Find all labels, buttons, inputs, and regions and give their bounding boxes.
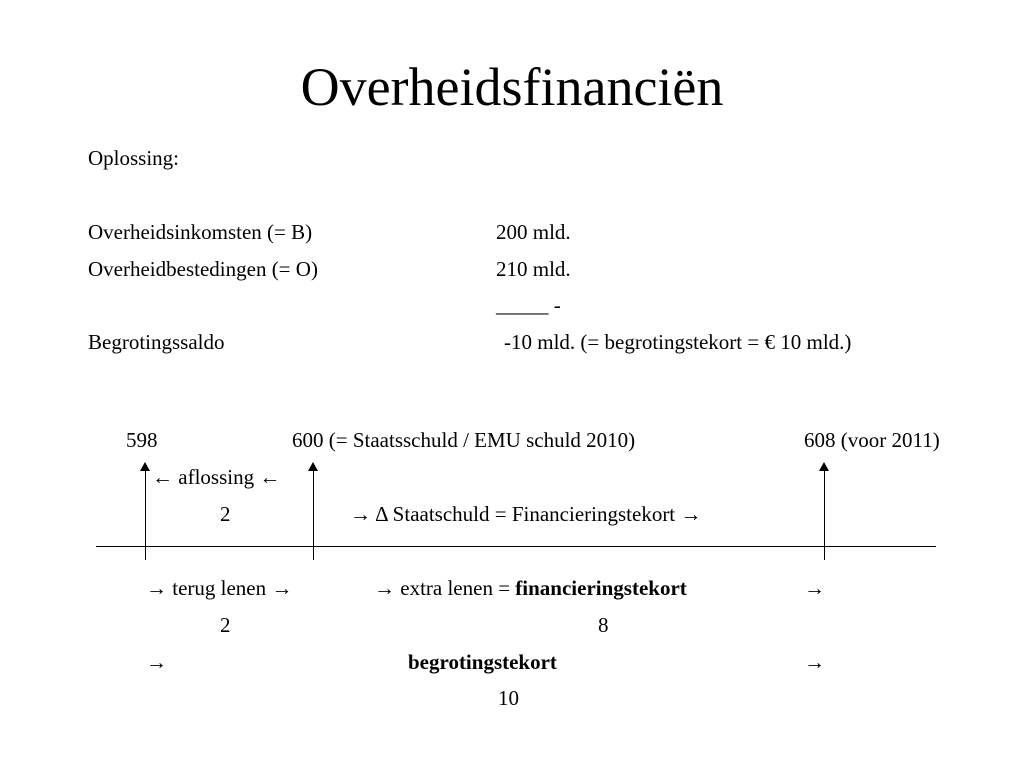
budget-deficit-label: begrotingstekort — [408, 650, 557, 674]
borrow-back-label: → terug lenen → — [146, 576, 293, 600]
solution-heading: Oplossing: — [88, 146, 180, 170]
spending-label: Overheidbestedingen (= O) — [88, 257, 318, 281]
income-value: 200 mld. — [496, 220, 571, 244]
extra-borrowing-prefix: → extra lenen = — [374, 576, 516, 600]
borrow-back-value: 2 — [220, 613, 231, 637]
extra-borrowing-arrow-icon: → — [804, 576, 825, 600]
arrow-598-head-icon — [140, 462, 150, 471]
arrow-600-head-icon — [308, 462, 318, 471]
budget-deficit-value: 10 — [498, 686, 519, 710]
subtraction-mark: _____ - — [496, 293, 561, 317]
deficit-arrow-left-icon: → — [146, 650, 167, 674]
debt-change-label: → Δ Staatschuld = Financieringstekort → — [350, 502, 702, 526]
arrow-608-head-icon — [819, 462, 829, 471]
extra-borrowing-value: 8 — [598, 613, 609, 637]
debt-608: 608 (voor 2011) — [804, 428, 940, 452]
spending-value: 210 mld. — [496, 257, 571, 281]
budget-balance-label: Begrotingssaldo — [88, 330, 225, 354]
extra-borrowing-label — [374, 578, 687, 599]
income-label: Overheidsinkomsten (= B) — [88, 220, 313, 244]
deficit-arrow-right-icon: → — [804, 650, 825, 674]
timeline-divider — [96, 546, 936, 547]
slide-title: Overheidsfinanciën — [300, 57, 724, 117]
repayment-label: ← aflossing ← — [152, 465, 281, 489]
debt-598: 598 — [126, 428, 158, 452]
budget-balance-value: -10 mld. (= begrotingstekort = € 10 mld.) — [504, 330, 852, 354]
financing-deficit-term: financieringstekort — [515, 576, 687, 600]
debt-600: 600 (= Staatsschuld / EMU schuld 2010) — [292, 428, 636, 452]
repayment-value: 2 — [220, 502, 231, 526]
